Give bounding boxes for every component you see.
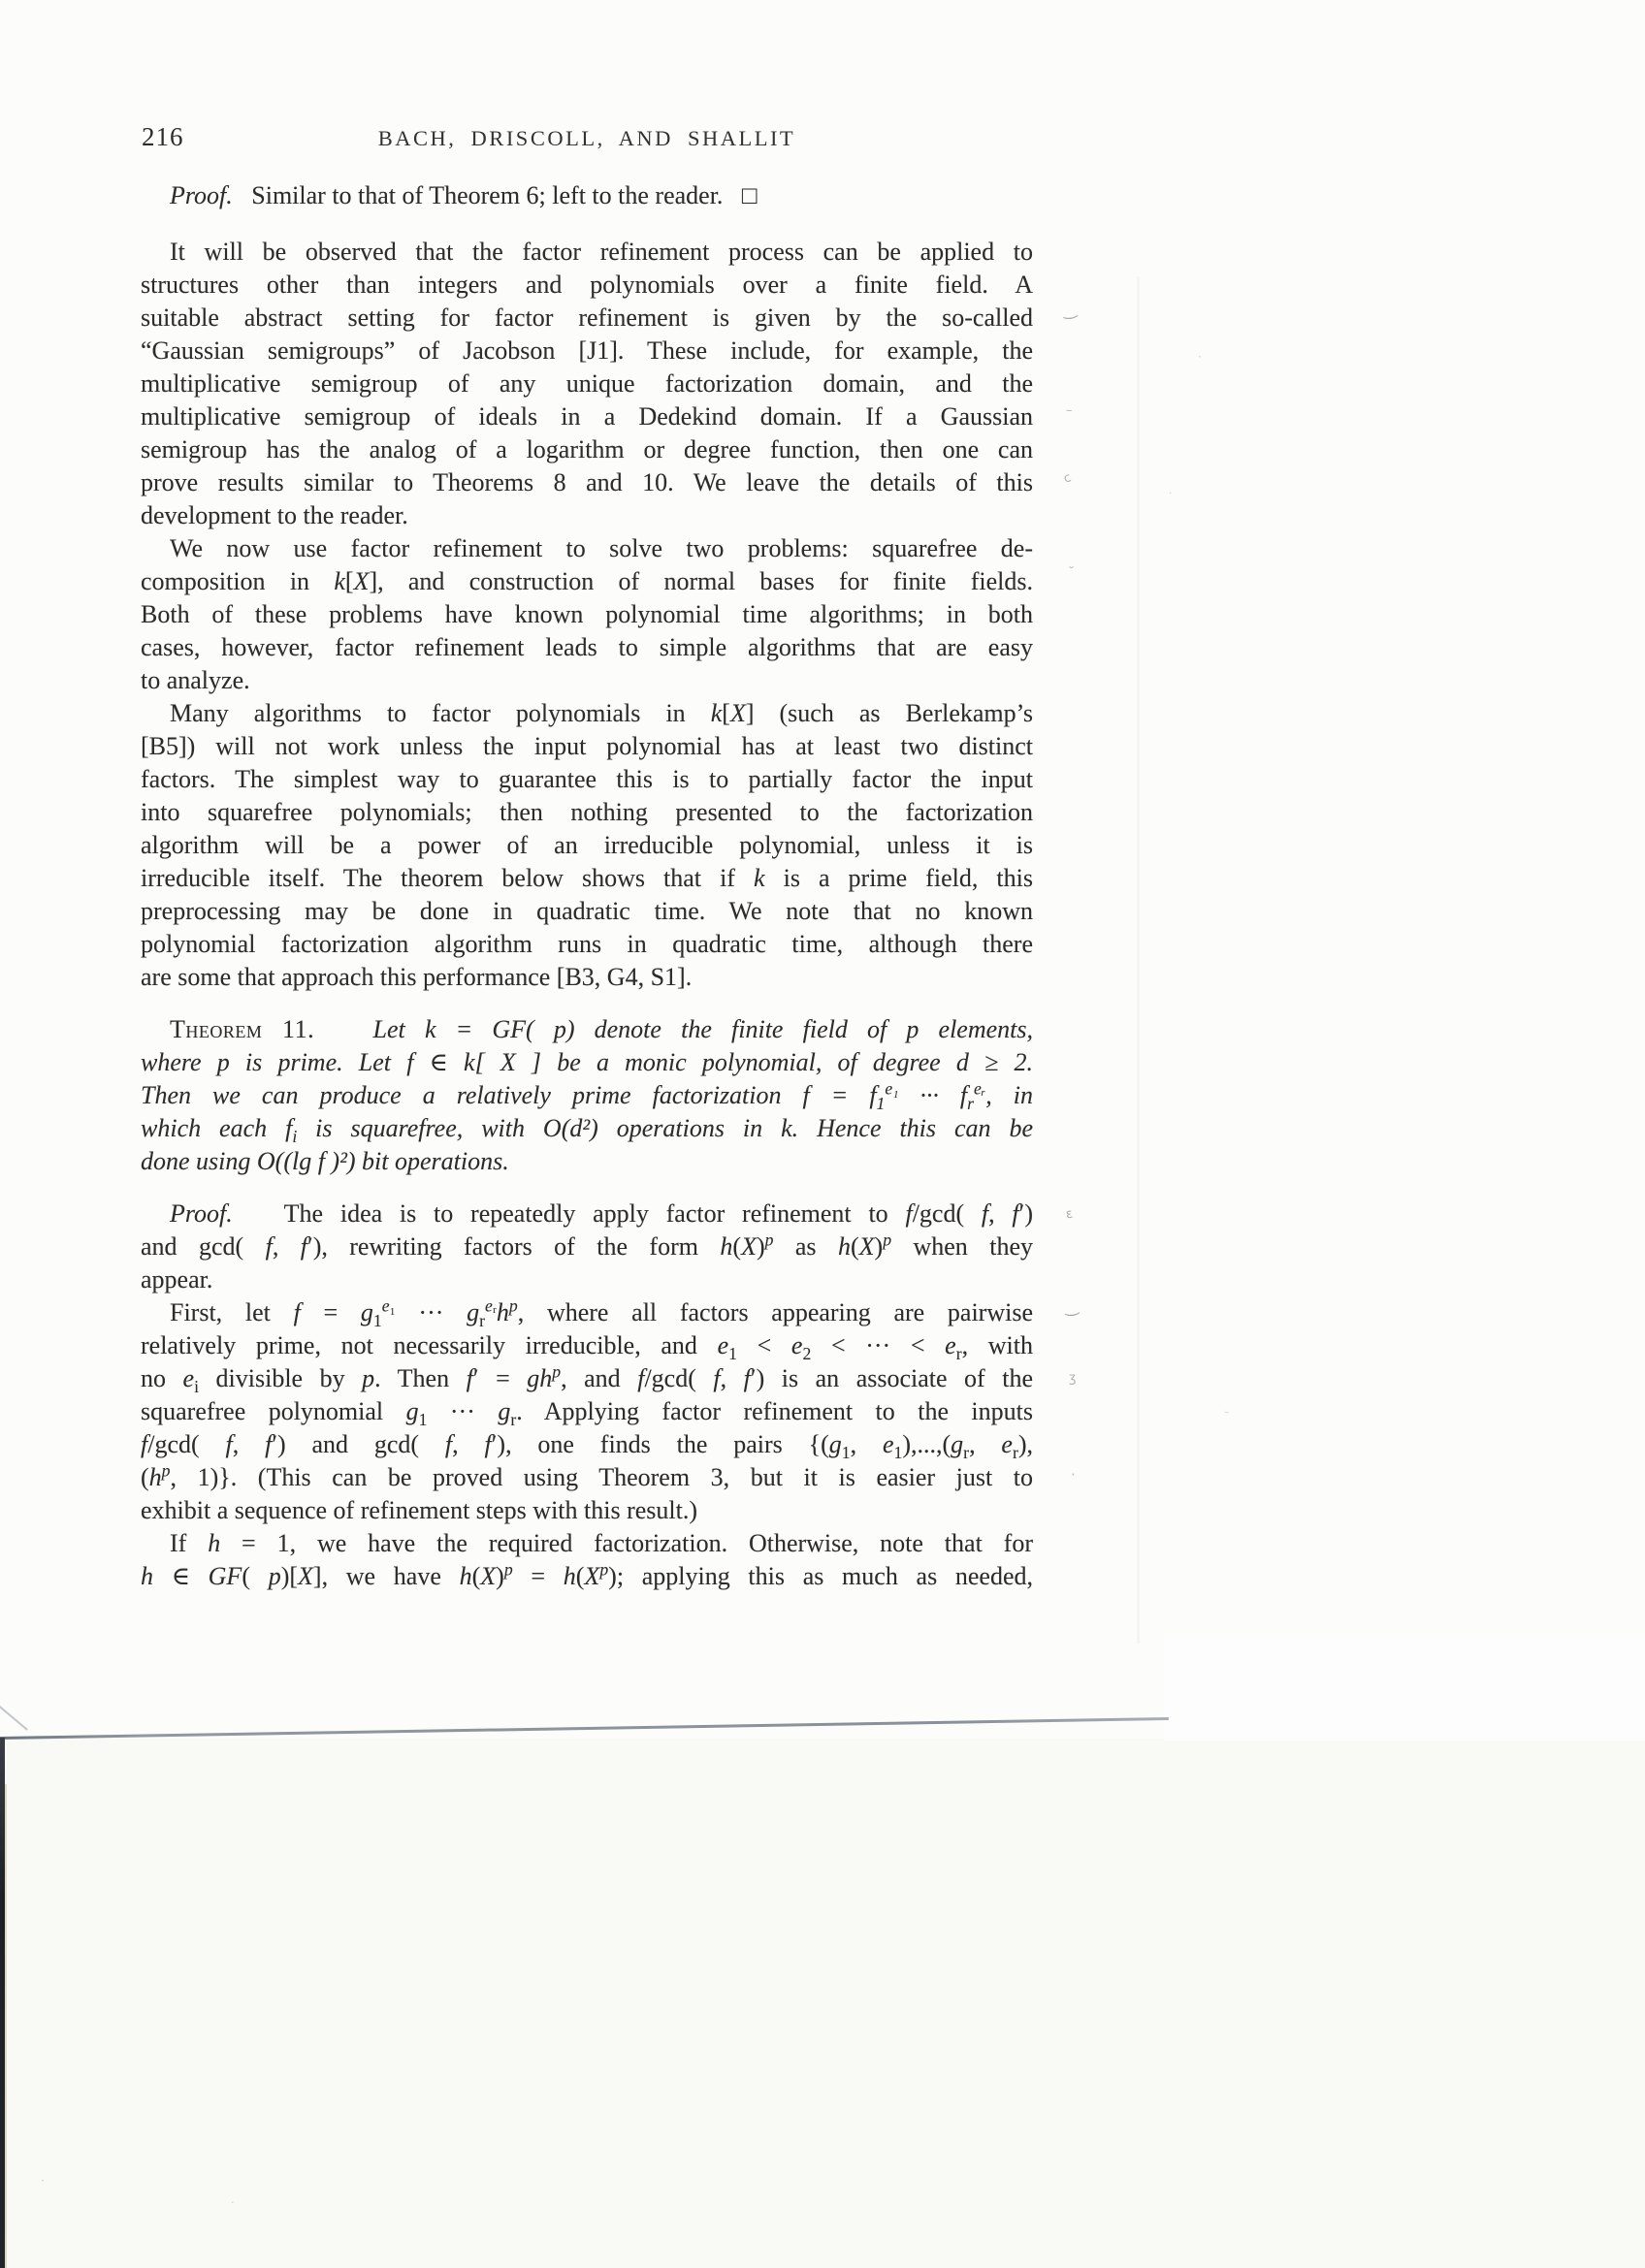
text-line: multiplicative semigroup of any unique factorization domain, and the bbox=[141, 369, 1033, 398]
scan-speck: · bbox=[41, 2174, 45, 2188]
theorem-11 bbox=[141, 1013, 1033, 1178]
scanner-streak bbox=[1137, 276, 1140, 1644]
text-line: If h = 1, we have the required factorization. Otherwise, note that for bbox=[170, 1529, 1033, 1557]
text-line: and gcd( f, f′), rewriting factors of the form $h(X)^p$ as $h(X)^p$ when they bbox=[141, 1230, 1033, 1261]
text-line: Theorem 11. Let k = GF( p) denote the finite field of p elements, bbox=[170, 1015, 1033, 1043]
text-line: f/gcd( f, f′) and gcd( f, f′), one finds the pairs {($g_1$, $e_1),...,(g_r$, $e_r$), bbox=[141, 1430, 1033, 1461]
text-line: polynomial factorization algorithm runs in quadratic time, although there bbox=[141, 930, 1033, 958]
text-line: semigroup has the analog of a logarithm or degree function, then one can bbox=[141, 435, 1033, 463]
scan-speck: – bbox=[1065, 402, 1074, 419]
scan-speck: ε bbox=[1064, 1206, 1075, 1223]
text-line: ($h^p$, 1)}. (This can be proved using Theorem 3, but it is easier just to bbox=[141, 1461, 1033, 1491]
scan-speck: ‿ bbox=[1061, 300, 1078, 321]
page-corner-nick bbox=[0, 1703, 28, 1731]
para-first-let bbox=[141, 1296, 1033, 1527]
scan-speck: · bbox=[1071, 1466, 1076, 1484]
text-line: Both of these problems have known polynomial time algorithms; in both bbox=[141, 600, 1033, 628]
para-if-h bbox=[141, 1527, 1033, 1593]
backing-bright-patch bbox=[1164, 1634, 1645, 1741]
text-line: which each $f_i$ is squarefree, with O(d²) operations in k. Hence this can be bbox=[141, 1114, 1033, 1145]
text-line: no $e_i$ divisible by p. Then $f' = gh^p$, and f/gcd( f, f′) is an associate of the bbox=[141, 1362, 1033, 1395]
text-line: relatively prime, not necessarily irreducible, and $e_1 < e_2$ < ··· < $e_r$, with bbox=[141, 1331, 1033, 1362]
backing-surface bbox=[0, 1739, 1645, 2268]
scan-speck: ‿ bbox=[1063, 1296, 1080, 1318]
text-line: to analyze. bbox=[141, 666, 250, 694]
text-line: factors. The simplest way to guarantee this is to partially factor the input bbox=[141, 765, 1033, 793]
text-line: irreducible itself. The theorem below shows that if k is a prime field, this bbox=[141, 864, 1033, 892]
text-line: Many algorithms to factor polynomials in k[X] (such as Berlekamp’s bbox=[170, 699, 1033, 727]
text-line: We now use factor refinement to solve two problems: squarefree de- bbox=[170, 534, 1033, 562]
text-line: cases, however, factor refinement leads to simple algorithms that are easy bbox=[141, 633, 1033, 661]
para-factor-refinement-process bbox=[141, 236, 1033, 532]
text-line: Then we can produce a relatively prime factorization $f = f_1^{e_1}$ ··· $f_r^{eᵣ}$, in bbox=[141, 1079, 1033, 1112]
para-many-algorithms bbox=[141, 697, 1033, 994]
text-line: structures other than integers and polynomials over a finite field. A bbox=[141, 271, 1033, 299]
text-line: squarefree polynomial $g_1$ ··· $g_r$. Applying factor refinement to the inputs bbox=[141, 1397, 1033, 1428]
text-line: algorithm will be a power of an irreducible polynomial, unless it is bbox=[141, 831, 1033, 859]
para-two-problems bbox=[141, 532, 1033, 697]
scan-speck: ʒ bbox=[1069, 1371, 1077, 1386]
text-line: development to the reader. bbox=[141, 501, 408, 529]
scan-speck: c bbox=[1061, 470, 1074, 487]
page-bottom-edge-line bbox=[0, 1717, 1169, 1739]
text-line: appear. bbox=[141, 1265, 213, 1294]
text-line: multiplicative semigroup of ideals in a Dedekind domain. If a Gaussian bbox=[141, 402, 1033, 431]
text-line: [B5]) will not work unless the input polynomial has at least two distinct bbox=[141, 732, 1033, 760]
proof-theorem-11 bbox=[141, 1198, 1033, 1296]
text-line: where p is prime. Let f ∈ k[ X ] be a monic polynomial, of degree d ≥ 2. bbox=[141, 1048, 1033, 1076]
text-column bbox=[141, 179, 1033, 1593]
page-number: 216 bbox=[142, 122, 184, 151]
proof-theorem-6 bbox=[141, 179, 1033, 212]
text-line: composition in k[X], and construction of normal bases for finite fields. bbox=[141, 567, 1033, 595]
backing-left-edge-highlight bbox=[5, 1784, 7, 2268]
text-line: It will be observed that the factor refinement process can be applied to bbox=[170, 238, 1033, 266]
text-line: First, let $f = g_1^{e_1}$ ··· $g_r^{eᵣ}h^p$, where all factors appearing are pairwise bbox=[170, 1296, 1033, 1329]
text-line: Proof. Similar to that of Theorem 6; left to the reader. □ bbox=[170, 181, 758, 209]
scan-speck: ˘ bbox=[1068, 565, 1075, 581]
text-line: suitable abstract setting for factor refinement is given by the so-called bbox=[141, 303, 1033, 332]
scan-speck: · bbox=[1198, 350, 1202, 364]
text-line: prove results similar to Theorems 8 and 10. We leave the details of this bbox=[141, 468, 1033, 496]
scan-speck: – bbox=[1223, 1406, 1230, 1419]
text-line: “Gaussian semigroups” of Jacobson [J1]. These include, for example, the bbox=[141, 336, 1033, 365]
scan-speck: · bbox=[231, 2196, 235, 2209]
text-line: Proof. The idea is to repeatedly apply factor refinement to f/gcd( f, f′) bbox=[170, 1199, 1033, 1228]
text-line: done using O((lg f )²) bit operations. bbox=[141, 1147, 509, 1175]
text-line: h ∈ GF( p)[X], we have $h(X)^p = h(X^p)$; applying this as much as needed, bbox=[141, 1560, 1033, 1590]
running-head: BACH, DRISCOLL, AND SHALLIT bbox=[377, 126, 796, 150]
text-line: preprocessing may be done in quadratic time. We note that no known bbox=[141, 897, 1033, 925]
text-line: are some that approach this performance [B3, G4, S1]. bbox=[141, 963, 693, 991]
scan-speck: · bbox=[1169, 487, 1173, 499]
text-line: into squarefree polynomials; then nothing presented to the factorization bbox=[141, 798, 1033, 826]
text-line: exhibit a sequence of refinement steps with this result.) bbox=[141, 1496, 698, 1524]
